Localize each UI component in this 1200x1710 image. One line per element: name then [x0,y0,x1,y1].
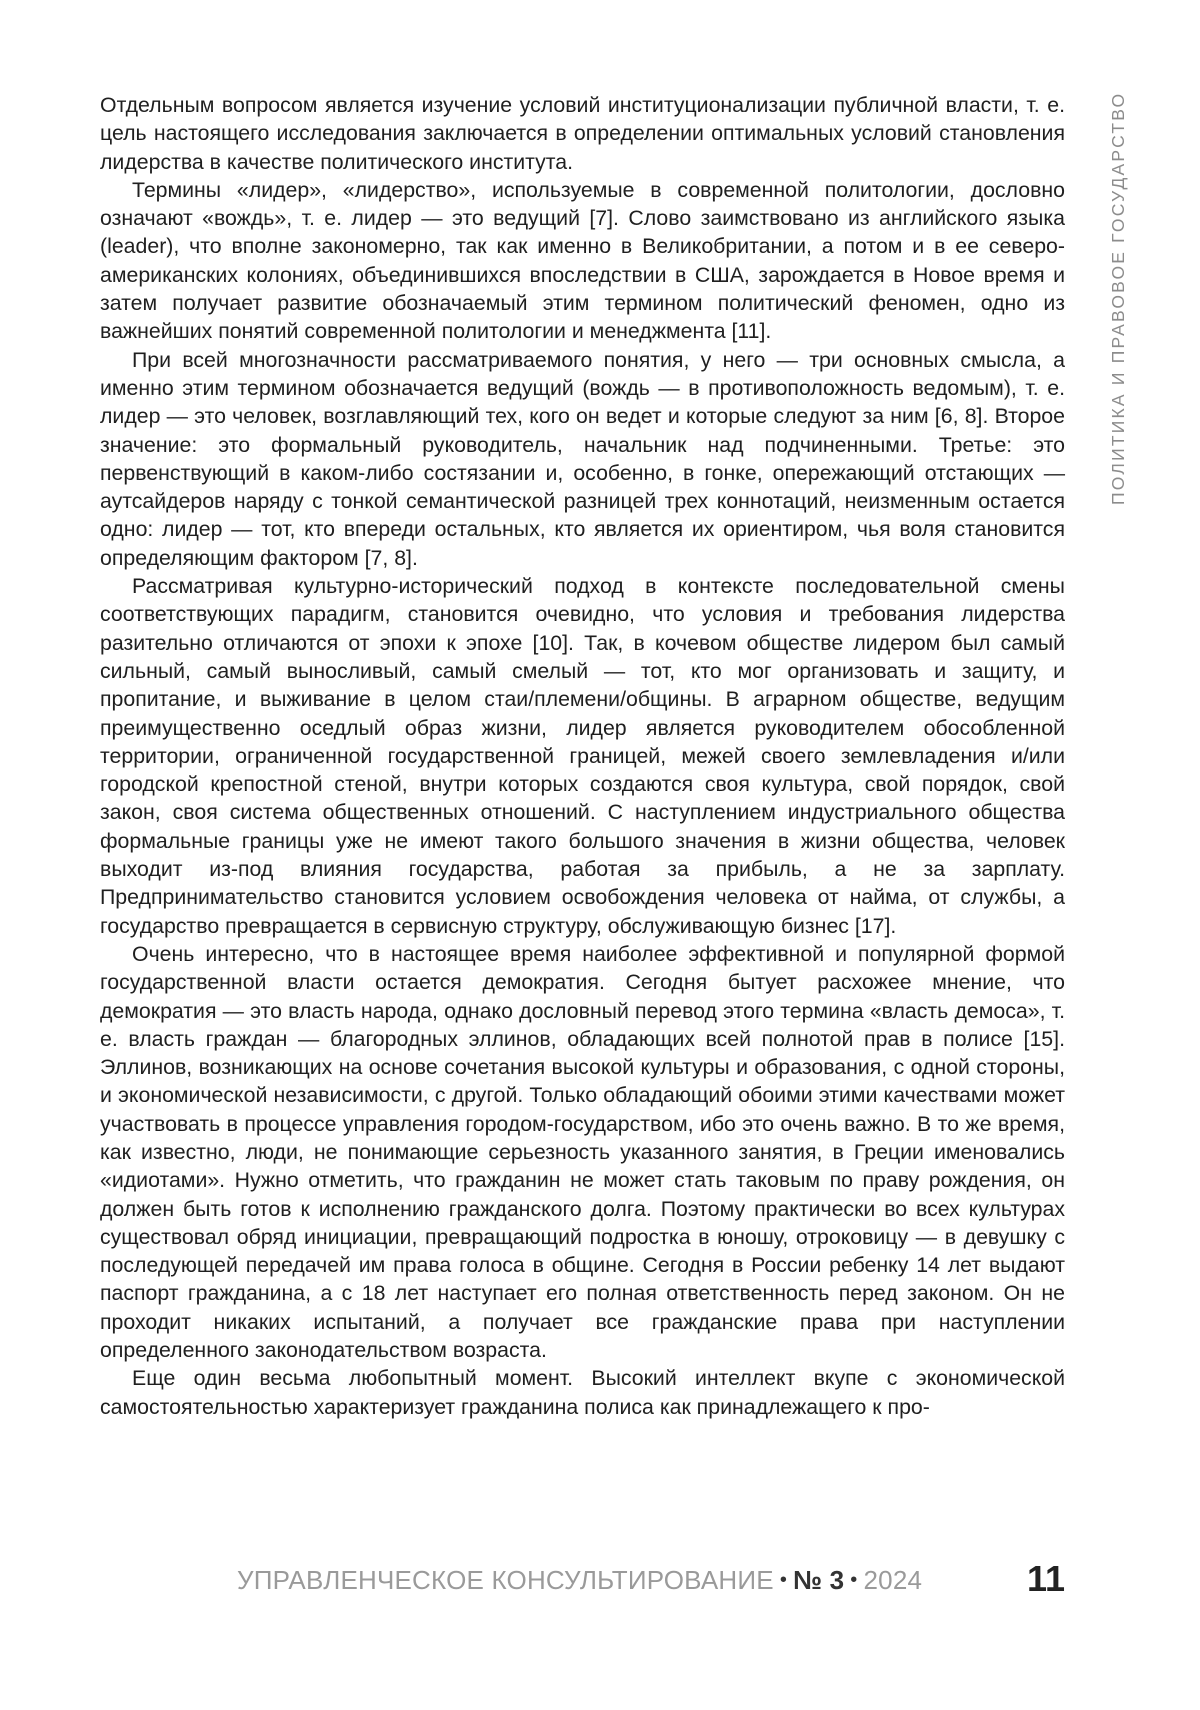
paragraph-4: Рассматривая культурно-исторический подход в контексте последовательной смены соответствующих парадигм, становится очевидно, что условия и требования лидерства разительно отличаются от эпохи к эпохе [10]. Так, в кочевом обществе лидером был самый сильный, самый выносливый, самый смелый — тот, кто мог организовать и защиту, и пропитание, и выживание в целом стаи/племени/общины. В аграрном обществе, ведущим преимущественно оседлый образ жизни, лидер является руководителем обособленной территории, ограниченной государственной границей, межей своего землевладения и/или городской крепостной стеной, внутри которых создаются своя культура, свой порядок, свой закон, своя система общественных отношений. С наступлением индустриального общества формальные границы уже не имеют такого большого значения в жизни общества, человек выходит из-под влияния государства, работая за прибыль, а не за зарплату. Предпринимательство становится условием освобождения человека от найма, от службы, а государство превращается в сервисную структуру, обслуживающую бизнес [17]. [100,572,1065,940]
separator-dot: • [844,1569,863,1591]
issue-number: № 3 [793,1565,844,1595]
footer-journal-info [237,1565,922,1596]
journal-name: УПРАВЛЕНЧЕСКОЕ КОНСУЛЬТИРОВАНИЕ [237,1565,774,1595]
separator-dot: • [774,1569,793,1591]
paragraph-2: Термины «лидер», «лидерство», используемые в современной политологии, дословно означают «вождь», т. е. лидер — это ведущий [7]. Слово заимствовано из английского языка (leader), что вполне закономерно, так как именно в Великобритании, а потом и в ее северо-американских колониях, объединившихся впоследствии в США, зарождается в Новое время и затем получает развитие обозначаемый этим термином политический феномен, одно из важнейших понятий современной политологии и менеджмента [11]. [100,176,1065,346]
paragraph-6: Еще один весьма любопытный момент. Высокий интеллект вкупе с экономической самостоятельностью характеризует гражданина полиса как принадлежащего к про- [100,1364,1065,1421]
paragraph-5: Очень интересно, что в настоящее время наиболее эффективной и популярной формой государственной власти остается демократия. Сегодня бытует расхожее мнение, что демократия — это власть народа, однако дословный перевод этого термина «власть демоса», т. е. власть граждан — благородных эллинов, обладающих всей полнотой прав в полисе [15]. Эллинов, возникающих на основе сочетания высокой культуры и образования, с одной стороны, и экономической независимости, с другой. Только обладающий обоими этими качествами может участвовать в процессе управления городом-государством, ибо это очень важно. В то же время, как известно, люди, не понимающие серьезность указанного занятия, в Греции именовались «идиотами». Нужно отметить, что гражданин не может стать таковым по праву рождения, он должен быть готов к исполнению гражданского долга. Поэтому практически во всех культурах существовал обряд инициации, превращающий подростка в юношу, отроковицу — в девушку с последующей передачей им права голоса в общине. Сегодня в России ребенку 14 лет выдают паспорт гражданина, а с 18 лет наступает его полная ответственность перед законом. Он не проходит никаких испытаний, а получает все гражданские права при наступлении определенного законодательством возраста. [100,940,1065,1364]
page-number: 11 [1027,1558,1065,1600]
section-rubric: ПОЛИТИКА И ПРАВОВОЕ ГОСУДАРСТВО [1108,92,1138,522]
issue-year: 2024 [864,1565,923,1595]
paragraph-3: При всей многозначности рассматриваемого понятия, у него — три основных смысла, а именно этим термином обозначается ведущий (вождь — в противоположность ведомым), т. е. лидер — это человек, возглавляющий тех, кого он ведет и которые следуют за ним [6, 8]. Второе значение: это формальный руководитель, начальник над подчиненными. Третье: это первенствующий в каком-либо состязании и, особенно, в гонке, опережающий отстающих — аутсайдеров наряду с тонкой семантической разницей трех коннотаций, неизменным остается одно: лидер — тот, кто впереди остальных, кто является их ориентиром, чья воля становится определяющим фактором [7, 8]. [100,346,1065,572]
article-body [100,91,1065,1421]
paragraph-1: Отдельным вопросом является изучение условий институционализации публичной власти, т. е. цель настоящего исследования заключается в определении оптимальных условий становления лидерства в качестве политического института. [100,91,1065,176]
